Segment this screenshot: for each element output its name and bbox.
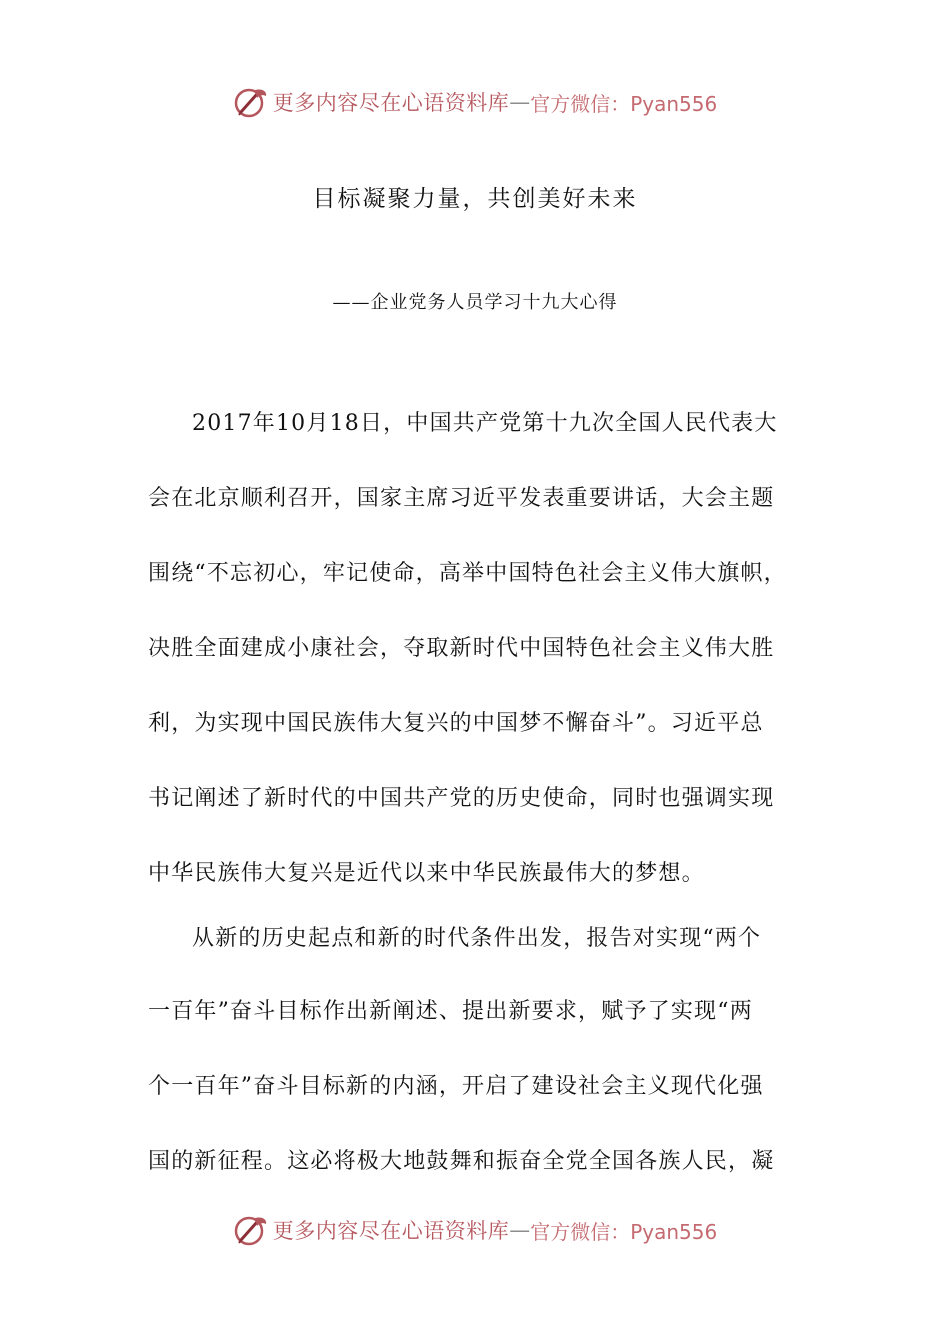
body-line: 2017年10月18日，中国共产党第十九次全国人民代表大 bbox=[192, 411, 778, 436]
body-line: 书记阐述了新时代的中国共产党的历史使命，同时也强调实现 bbox=[148, 786, 775, 811]
document-title: 目标凝聚力量，共创美好未来 bbox=[312, 186, 638, 212]
banner-separator: — bbox=[509, 90, 531, 114]
body-line: 利，为实现中国民族伟大复兴的中国梦不懈奋斗”。习近平总 bbox=[148, 711, 764, 736]
body-line: 一百年”奋斗目标作出新阐述、提出新要求，赋予了实现“两 bbox=[148, 999, 753, 1024]
body-line: 围绕“不忘初心，牢记使命，高举中国特色社会主义伟大旗帜， bbox=[148, 561, 787, 586]
footer-banner bbox=[0, 1210, 950, 1250]
body-line: 国的新征程。这必将极大地鼓舞和振奋全党全国各族人民，凝 bbox=[148, 1149, 775, 1174]
quill-pen-logo-icon bbox=[233, 84, 269, 120]
banner-contact: 官方微信：Pyan556 bbox=[530, 1219, 718, 1244]
banner-text: 更多内容尽在心语资料库 bbox=[272, 91, 510, 115]
body-line: 中华民族伟大复兴是近代以来中华民族最伟大的梦想。 bbox=[148, 861, 705, 886]
header-banner bbox=[0, 82, 950, 122]
quill-pen-logo-icon bbox=[233, 1212, 269, 1248]
banner-contact: 官方微信：Pyan556 bbox=[530, 91, 718, 116]
body-line: 会在北京顺利召开，国家主席习近平发表重要讲话，大会主题 bbox=[148, 486, 775, 511]
banner-separator: — bbox=[509, 1218, 531, 1242]
banner-text: 更多内容尽在心语资料库 bbox=[272, 1219, 510, 1243]
body-line: 决胜全面建成小康社会，夺取新时代中国特色社会主义伟大胜 bbox=[148, 636, 775, 661]
body-line: 从新的历史起点和新的时代条件出发，报告对实现“两个 bbox=[192, 926, 762, 951]
body-line: 个一百年”奋斗目标新的内涵，开启了建设社会主义现代化强 bbox=[148, 1074, 764, 1099]
document-subtitle: ——企业党务人员学习十九大心得 bbox=[332, 292, 618, 313]
